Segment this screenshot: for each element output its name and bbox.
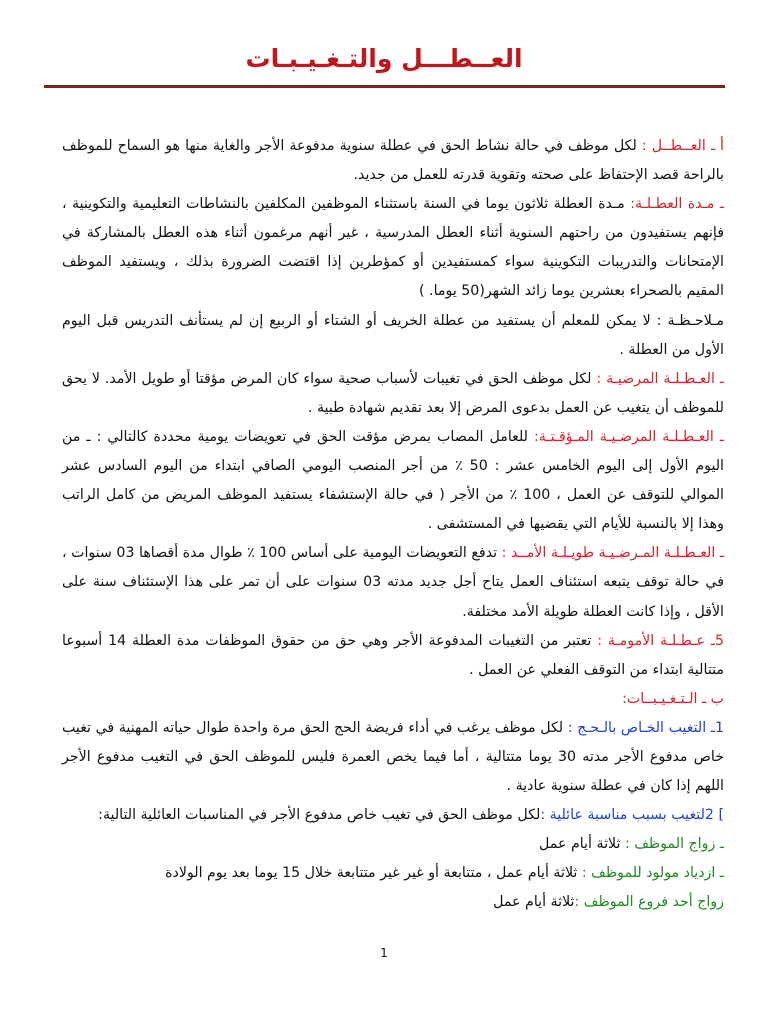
text: لكل موظف الحق في تغيبات لأسباب صحية سواء كان المرض مؤقتا أو طويل الأمد. لا يحق للموظف أن يتغيب عن العمل بدعوى المرض إلا بعد تقديم شهادة طبية . — [62, 370, 724, 416]
label: 1ـ التغيب الخـاص بالـحـج : — [567, 719, 724, 736]
label: ب ـ الـتـغـيـبــات: — [622, 690, 724, 707]
label: ـ ازدياد مولود للموظف : — [581, 865, 724, 882]
title-underline — [44, 85, 725, 88]
text: تعتبر من التغيبات المدفوعة الأجر وهي حق من حقوق الموظفات مدة العطلة 14 أسبوعا متتالية ابتداء من التوقف الفعلي عن العمل . — [62, 632, 724, 678]
text: لكل موظف يرغب في أداء فريضة الحج الحق مرة واحدة طوال حياته المهنية في تغيب خاص مدفوع الأجر مدته 30 يوما متتالية ، أما فيما يخص العمرة فليس للموظف الحق في التغيب مدفوع الأجر اللهم إذا كان في عطلة سنوية عادية . — [62, 719, 724, 795]
text: ثلاثة أيام عمل ، متتابعة أو غير غير متتابعة خلال 15 يوما بعد يوم الولادة — [165, 865, 582, 882]
paragraph-hajj-absence — [62, 714, 724, 801]
document-body — [62, 132, 724, 918]
paragraph-long-term-sick-leave — [62, 539, 724, 626]
label: ـ العـطـلـة المرضيـة : — [596, 370, 724, 387]
text: مـدة العطلة ثلاثون يوما في السنة باستثناء الموظفين المكلفين بالنشاطات التعليمية والتكوينية ، فإنهم يستفيدون من راحتهم السنوية أثناء العطل المدرسية ، غير أنهم مرغمون أثناء هذه العطل بالمشاركة في الإمتحانات والتدريبات التكوينية سواء كمستفيدين أو كمؤطرين إذا اقتضت الضرورة بذلك ، ويستفيد الموظف المقيم بالصحراء بعشرين يوما زائد الشهر(50 يوما. ) — [62, 196, 724, 300]
label: زواج أحد فروع الموظف : — [574, 894, 724, 911]
text: لكل موظف في حالة نشاط الحق في عطلة سنوية مدفوعة الأجر والغاية منها هو السماح للموظف بالراحة قصد الإحتفاظ على صحته وتقوية قدرته للعمل من جديد. — [62, 138, 724, 184]
paragraph-family-occasion-absence — [62, 801, 724, 830]
label: ـ مـدة العطـلـة: — [630, 196, 724, 213]
label: ـ العـطـلـة المـرضـيـة طويـلـة الأمــد : — [501, 545, 724, 562]
text: ثلاثة أيام عمل — [539, 836, 625, 853]
paragraph-maternity-leave — [62, 627, 724, 685]
paragraph-leave-definition — [62, 132, 724, 190]
list-item-birth — [62, 859, 724, 888]
list-item-child-marriage — [62, 888, 724, 917]
paragraph-leave-duration — [62, 190, 724, 306]
label: ـ زواج الموظف : — [624, 836, 724, 853]
label: 5ـ عـطـلـة الأمومـة : — [597, 632, 724, 649]
section-heading-absences — [62, 685, 724, 714]
text: مـلاحـظـة : لا يمكن للمعلم أن يستفيد من عطلة الخريف أو الشتاء أو الربيع إن لم يستأنف التدريس قبل اليوم الأول من العطلة . — [62, 312, 724, 358]
label: ـ العـطـلـة المرضـيـة المـؤقـتـة: — [534, 428, 724, 445]
list-item-employee-marriage — [62, 830, 724, 859]
paragraph-sick-leave — [62, 365, 724, 423]
paragraph-note — [62, 307, 724, 365]
paragraph-temporary-sick-leave — [62, 423, 724, 539]
page-title: العــطـــل والتـغـيـبـات — [245, 44, 523, 73]
label: ] 2لتغيب بسبب مناسبة عائلية : — [540, 807, 724, 824]
text: ثلاثة أيام عمل — [493, 894, 575, 911]
label: أ ـ العــطــل : — [641, 138, 724, 154]
text: تدفع التعويضات اليومية على أساس 100 ٪ طوال مدة أقصاها 03 سنوات ، في حالة توقف يتبعه استئناف العمل يتاح أجل جديد مدته 03 سنوات على أن تمر على هذا الإستئناف سنة على الأقل ، وإذا كانت العطلة طويلة الأمد مختلفة. — [62, 545, 724, 620]
page-number: 1 — [380, 946, 388, 960]
text: لكل موظف الحق في تغيب خاص مدفوع الأجر في المناسبات العائلية التالية: — [98, 807, 541, 824]
text: للعامل المصاب بمرض مؤقت الحق في تعويضات يومية محددة كالتالي : ـ من اليوم الأول إلى اليوم الخامس عشر : 50 ٪ من أجر المنصب اليومي الصافي ابتداء من اليوم السادس عشر الموالي للتوقف عن العمل ، 100 ٪ من الأجر ( في حالة الإستشفاء يستفيد الموظف المريض من كامل الراتب وهذا إلا بالنسبة للأيام التي يقضيها في المستشفى . — [62, 428, 725, 533]
